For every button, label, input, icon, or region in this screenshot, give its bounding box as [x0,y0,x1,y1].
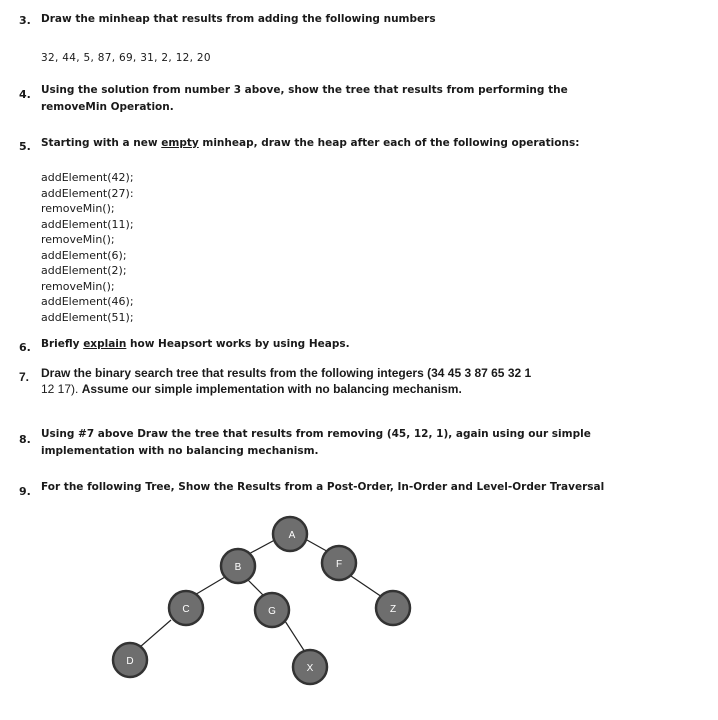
op-line: addElement(42); [41,171,134,184]
edge-g-x [285,621,305,652]
q4-line1: Using the solution from number 3 above, show the tree that results from performing the [41,84,568,96]
q6-after: how Heapsort works by using Heaps. [126,338,350,350]
op-line: removeMin(); [41,279,115,293]
edge-c-d [140,620,171,647]
q4-line2: removeMin Operation. [41,101,174,113]
q7-number: 7. [19,370,30,384]
op-line: addElement(27): [41,186,134,200]
q6-number: 6. [19,341,31,354]
node-label-c: C [182,604,190,615]
q8-number: 8. [19,433,31,446]
q7-line1: Draw the binary search tree that results from the following integers (34 45 3 87 65 32 1 [41,366,532,380]
op-line: addElement(11); [41,217,134,231]
op-line: addElement(46); [41,295,134,308]
q8-line2: implementation with no balancing mechanism. [41,445,319,457]
op-line: addElement(6); [41,248,127,262]
q3-text: Draw the minheap that results from adding the following numbers [41,13,436,25]
q7-line2-b: Assume our simple implementation with no balancing mechanism. [81,382,462,396]
q6-before: Briefly [41,338,84,350]
node-label-d: D [126,656,134,667]
node-label-a: A [288,530,296,541]
node-label-f: F [335,559,343,570]
q5-after: minheap, draw the heap after each of the following operations: [198,137,580,149]
op-line: addElement(2); [41,264,127,277]
node-label-b: B [234,562,242,573]
edge-f-z [348,574,382,597]
op-line: removeMin(); [41,233,115,246]
op-line: addElement(51); [41,310,134,324]
op-line: removeMin(); [41,202,115,215]
q5-number: 5. [19,140,31,153]
q4-number: 4. [19,88,31,101]
q3-number: 3. [19,14,31,27]
q9-text: For the following Tree, Show the Results from a Post-Order, In-Order and Level-Order Traversal [41,481,605,493]
q7-line2-a: 12 17). [41,382,82,396]
q5-underlined: empty [161,137,199,149]
q3-number-list: 32, 44, 5, 87, 69, 31, 2, 12, 20 [41,52,211,64]
q8-line1: Using #7 above Draw the tree that results from removing (45, 12, 1), again using our simple [41,428,591,440]
node-label-x: X [306,663,314,674]
node-label-z: Z [389,604,397,615]
node-label-g: G [268,606,276,617]
q5-before: Starting with a new [41,137,162,149]
q6-underlined: explain [83,338,127,350]
q9-number: 9. [19,485,31,498]
